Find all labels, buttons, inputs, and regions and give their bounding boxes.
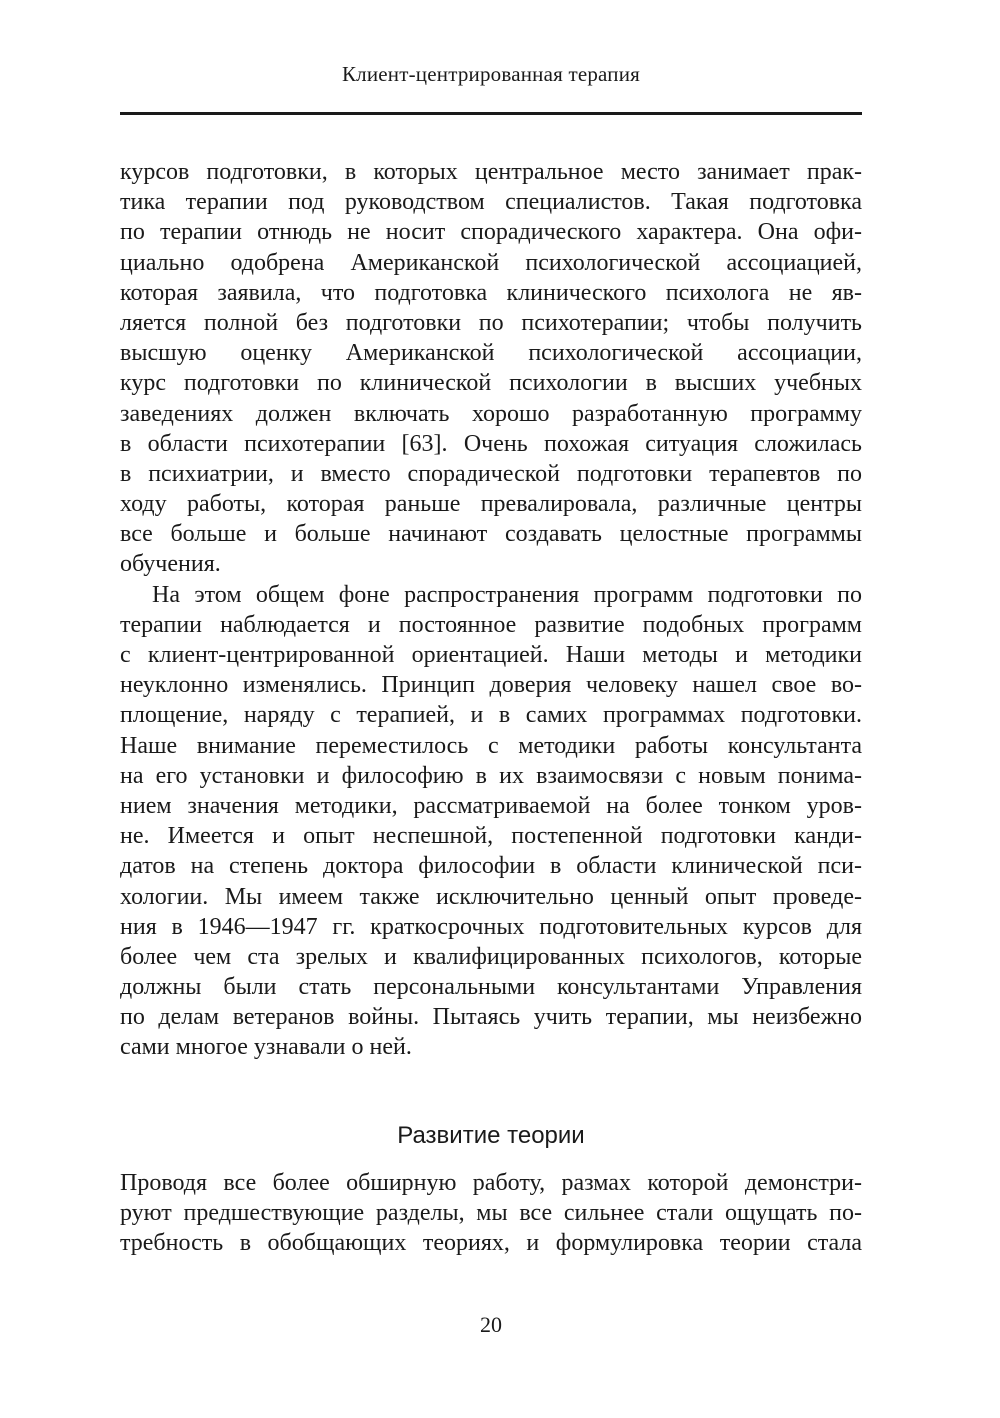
paragraph-3	[120, 1168, 862, 1259]
paragraph-1	[120, 157, 862, 580]
text-line: неуклонно изменялись. Принцип доверия человеку нашел свое во-	[120, 672, 862, 699]
text-line: в области психотерапии [63]. Очень похожая ситуация сложилась	[120, 430, 862, 457]
text-line: не. Имеется и опыт неспешной, постепенной подготовки канди-	[120, 823, 862, 850]
text-line: хологии. Мы имеем также исключительно ценный опыт проведе-	[120, 883, 862, 910]
text-line: нием значения методики, рассматриваемой на более тонком уров-	[120, 792, 862, 819]
text-line: площение, наряду с терапией, и в самих программах подготовки.	[120, 702, 862, 729]
text-line: курс подготовки по клинической психологии в высших учебных	[120, 370, 862, 397]
text-line: заведениях должен включать хорошо разработанную программу	[120, 400, 862, 427]
text-line: которая заявила, что подготовка клинического психолога не яв-	[120, 279, 862, 306]
text-line: циально одобрена Американской психологической ассоциацией,	[120, 249, 862, 276]
main-text-block	[120, 157, 862, 1063]
text-line: ния в 1946—1947 гг. краткосрочных подготовительных курсов для	[120, 913, 862, 940]
text-line: в психиатрии, и вместо спорадической подготовки терапевтов по	[120, 460, 862, 487]
text-line: Проводя все более обширную работу, размах которой демонстри-	[120, 1170, 862, 1196]
paragraph-2	[120, 580, 862, 1063]
text-line: Наше внимание переместилось с методики работы консультанта	[120, 732, 862, 759]
text-line: с клиент-центрированной ориентацией. Наши методы и методики	[120, 642, 862, 668]
text-line: должны были стать персональными консультантами Управления	[120, 974, 862, 1001]
text-line: руют предшествующие разделы, мы все сильнее стали ощущать по-	[120, 1200, 862, 1227]
text-line: ляется полной без подготовки по психотерапии; чтобы получить	[120, 309, 862, 336]
text-line: сами многое узнавали о ней.	[120, 1034, 412, 1061]
text-line: по терапии отнюдь не носит спорадического характера. Она офи-	[120, 219, 862, 246]
text-line: на его установки и философию в их взаимосвязи с новым понима-	[120, 762, 862, 789]
page-number: 20	[480, 1312, 502, 1337]
text-line: все больше и больше начинают создавать целостные программы	[120, 521, 862, 548]
section-text-block	[120, 1168, 862, 1259]
text-line: обучения.	[120, 551, 221, 578]
text-line: высшую оценку Американской психологической ассоциации,	[120, 340, 862, 367]
text-line: тика терапии под руководством специалистов. Такая подготовка	[120, 189, 862, 216]
running-head-title: Клиент-центрированная терапия	[341, 62, 641, 86]
text-line: требность в обобщающих теориях, и формулировка теории стала	[120, 1230, 862, 1257]
text-line: датов на степень доктора философии в области клинической пси-	[120, 853, 862, 880]
text-line: терапии наблюдается и постоянное развитие подобных программ	[120, 611, 862, 638]
text-line: На этом общем фоне распространения программ подготовки по	[152, 581, 862, 608]
header-rule	[120, 112, 862, 115]
text-line: более чем ста зрелых и квалифицированных психологов, которые	[120, 943, 862, 970]
text-line: ходу работы, которая раньше превалировала, различные центры	[120, 491, 862, 518]
section-heading: Развитие теории	[397, 1122, 585, 1149]
text-line: по делам ветеранов войны. Пытаясь учить терапии, мы неизбежно	[120, 1004, 862, 1031]
text-line: курсов подготовки, в которых центральное место занимает прак-	[120, 159, 862, 185]
